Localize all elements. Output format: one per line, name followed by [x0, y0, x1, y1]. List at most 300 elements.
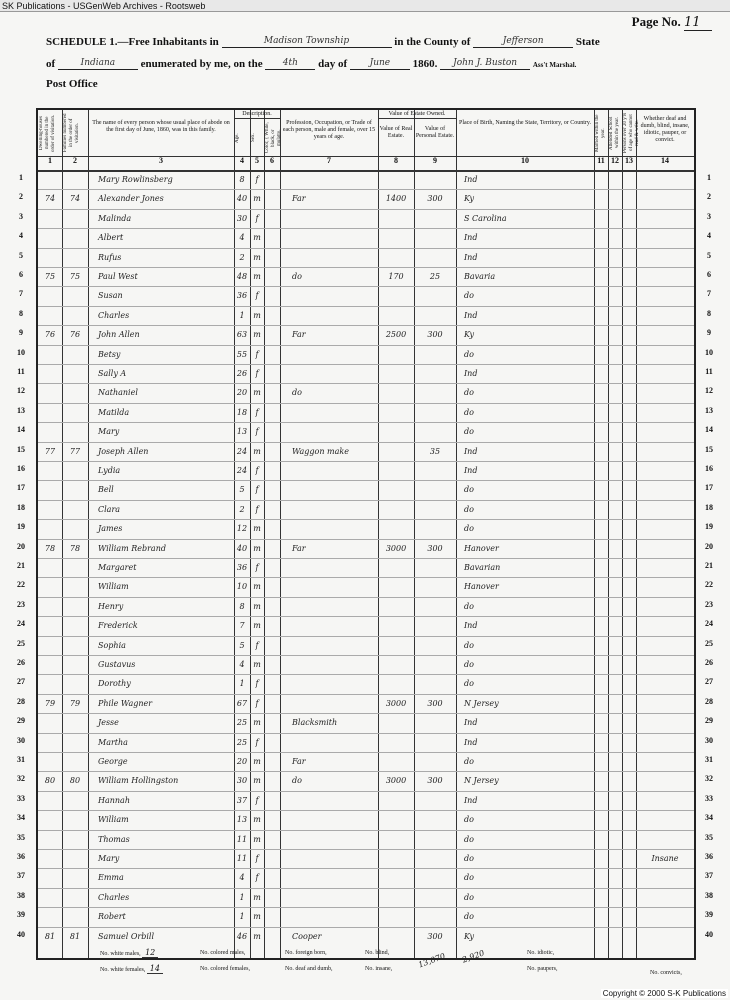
- person-age: 67: [236, 698, 248, 708]
- person-age: 4: [239, 873, 245, 883]
- white-males-count: 12: [142, 948, 158, 958]
- line-number-left: 15: [17, 444, 25, 454]
- line-number-right: 6: [707, 270, 711, 279]
- row-divider: [38, 830, 694, 831]
- birthplace: Ind: [464, 252, 478, 262]
- column-number: 7: [327, 156, 331, 165]
- line-number-left: 25: [17, 638, 25, 648]
- schedule-line-1: SCHEDULE 1.—Free Inhabitants in Madison Township in the County of Jefferson State: [46, 36, 600, 48]
- line-number-left: 39: [17, 910, 25, 920]
- line-number-right: 26: [705, 658, 713, 667]
- person-age: 55: [236, 349, 248, 359]
- column-number: 8: [394, 156, 398, 165]
- row-divider: [38, 267, 694, 268]
- column-number: 10: [521, 156, 529, 165]
- line-number-right: 12: [705, 386, 713, 396]
- person-occupation: do: [292, 272, 302, 281]
- header-birthplace: Place of Birth, Naming the State, Territory, or Country.: [459, 120, 591, 126]
- footer-colored-males: No. colored males,: [200, 950, 246, 956]
- row-divider: [38, 597, 694, 598]
- person-name: Paul West: [98, 272, 138, 281]
- person-age: 13: [236, 427, 248, 437]
- real-estate-value: 3000: [385, 698, 407, 708]
- line-number-left: 1: [19, 173, 23, 182]
- header-sex: Sex.: [251, 133, 256, 143]
- person-sex: f: [255, 737, 259, 747]
- header-married: Married within the year.: [595, 114, 606, 152]
- footer-convicts: No. convicts,: [650, 970, 682, 976]
- line-number-left: 10: [17, 347, 25, 357]
- personal-estate-value: 300: [427, 931, 443, 941]
- line-number-right: 23: [705, 599, 713, 609]
- person-age: 12: [236, 524, 248, 534]
- footer-insane: No. insane,: [365, 966, 393, 972]
- person-sex: m: [253, 330, 261, 340]
- page-number: 11: [684, 15, 712, 31]
- person-age: 11: [236, 854, 248, 863]
- dwelling-number: 77: [44, 446, 56, 456]
- person-sex: m: [253, 310, 261, 320]
- row-divider: [38, 461, 694, 462]
- person-sex: m: [253, 776, 261, 786]
- row-divider: [38, 248, 694, 249]
- line-number-right: 11: [705, 367, 713, 376]
- person-sex: m: [253, 931, 261, 941]
- birthplace: N Jersey: [464, 698, 499, 708]
- column-divider: [594, 110, 595, 958]
- person-sex: f: [255, 349, 259, 359]
- row-divider: [38, 539, 694, 540]
- column-number: 14: [661, 156, 669, 165]
- birthplace: Ky: [464, 330, 474, 340]
- line-number-right: 17: [705, 483, 713, 493]
- line-number-right: 10: [705, 347, 713, 357]
- browser-title: SK Publications - USGenWeb Archives - Rootsweb: [2, 1, 206, 11]
- person-name: Henry: [98, 601, 124, 611]
- birthplace: Bavaria: [464, 272, 496, 281]
- person-age: 1: [239, 912, 245, 922]
- column-number: 13: [625, 156, 633, 165]
- person-name: William: [98, 815, 129, 825]
- row-divider: [38, 616, 694, 617]
- person-name: Jesse: [98, 718, 119, 728]
- column-divider: [608, 110, 609, 958]
- row-divider: [38, 713, 694, 714]
- person-occupation: Blacksmith: [292, 718, 338, 728]
- line-number-left: 20: [17, 541, 25, 551]
- birthplace: Ky: [464, 194, 474, 204]
- family-number: 81: [69, 931, 81, 941]
- person-sex: f: [255, 679, 259, 689]
- footer-foreign-born: No. foreign born,: [285, 950, 327, 956]
- person-sex: m: [253, 194, 261, 204]
- birthplace: do: [464, 854, 474, 863]
- dwelling-number: 79: [44, 698, 56, 708]
- footer-colored-females: No. colored females,: [200, 966, 250, 972]
- line-number-right: 30: [705, 735, 713, 745]
- line-number-left: 26: [17, 658, 25, 667]
- state-field: Indiana: [58, 58, 138, 70]
- personal-estate-total: 2,920: [460, 948, 486, 965]
- line-number-left: 21: [17, 561, 25, 570]
- line-number-right: 15: [705, 444, 713, 454]
- person-age: 25: [236, 737, 248, 747]
- person-occupation: do: [292, 776, 302, 786]
- person-sex: m: [253, 252, 261, 262]
- census-table: [36, 108, 696, 960]
- line-number-right: 21: [705, 561, 713, 570]
- row-divider: [38, 306, 694, 307]
- real-estate-value: 3000: [385, 776, 407, 786]
- person-sex: m: [253, 912, 261, 922]
- person-age: 2: [239, 504, 245, 514]
- person-age: 8: [239, 601, 245, 611]
- person-name: Charles: [98, 892, 130, 902]
- person-name: Sally A: [98, 369, 127, 378]
- line-number-right: 7: [707, 289, 711, 299]
- person-name: Emma: [98, 873, 124, 883]
- family-number: 74: [69, 194, 81, 204]
- birthplace: Ind: [464, 621, 478, 631]
- family-number: 79: [69, 698, 81, 708]
- footer-white-females: No. white females, 14: [100, 964, 163, 974]
- line-number-left: 14: [17, 425, 25, 435]
- person-sex: m: [253, 757, 261, 766]
- column-divider: [280, 110, 281, 958]
- person-name: Margaret: [98, 563, 137, 572]
- page-number-label: Page No. 11: [632, 14, 712, 31]
- line-number-right: 32: [705, 774, 713, 784]
- birthplace: Ind: [464, 233, 478, 243]
- person-age: 4: [239, 233, 245, 243]
- dwelling-number: 76: [44, 330, 56, 340]
- birthplace: Ind: [464, 795, 478, 805]
- row-divider: [38, 868, 694, 869]
- column-number: 9: [433, 156, 437, 165]
- birthplace: do: [464, 912, 474, 922]
- person-occupation: Waggon make: [292, 446, 349, 456]
- birthplace: do: [464, 873, 474, 883]
- person-occupation: Far: [292, 194, 306, 204]
- person-name: Thomas: [98, 834, 130, 844]
- line-number-right: 37: [705, 871, 713, 881]
- person-sex: m: [253, 446, 261, 456]
- row-divider: [38, 325, 694, 326]
- birthplace: do: [464, 601, 474, 611]
- person-occupation: Far: [292, 757, 306, 766]
- line-number-right: 22: [705, 580, 713, 590]
- person-name: William Hollingston: [98, 776, 179, 786]
- birthplace: do: [464, 504, 474, 514]
- person-occupation: do: [292, 388, 302, 398]
- census-page: [0, 12, 730, 1000]
- person-sex: f: [255, 873, 259, 883]
- header-age: Age.: [235, 133, 240, 143]
- person-sex: f: [255, 407, 259, 417]
- person-sex: m: [253, 660, 261, 669]
- line-number-right: 8: [707, 308, 711, 318]
- person-age: 36: [236, 563, 248, 572]
- line-number-right: 16: [705, 464, 713, 473]
- person-sex: f: [255, 291, 259, 301]
- line-number-left: 29: [17, 716, 25, 726]
- person-sex: m: [253, 524, 261, 534]
- person-age: 37: [236, 795, 248, 805]
- footer-white-males: No. white males, 12: [100, 948, 158, 958]
- person-sex: m: [253, 815, 261, 825]
- row-divider: [38, 888, 694, 889]
- birthplace: Ind: [464, 737, 478, 747]
- birthplace: Hanover: [464, 582, 499, 592]
- line-number-right: 20: [705, 541, 713, 551]
- row-divider: [38, 791, 694, 792]
- footer-blind: No. blind,: [365, 950, 390, 956]
- person-age: 10: [236, 582, 248, 592]
- line-number-left: 23: [17, 599, 25, 609]
- person-occupation: Far: [292, 543, 306, 553]
- person-age: 63: [236, 330, 248, 340]
- person-name: Charles: [98, 310, 130, 320]
- person-name: Betsy: [98, 349, 121, 359]
- real-estate-total: 13,070: [417, 951, 447, 970]
- person-name: Sophia: [98, 640, 126, 650]
- column-divider: [636, 110, 637, 958]
- header-description: Description.: [242, 111, 272, 117]
- row-divider: [38, 286, 694, 287]
- column-divider: [622, 110, 623, 958]
- person-name: Joseph Allen: [98, 446, 149, 456]
- line-number-left: 11: [17, 367, 25, 376]
- line-number-right: 14: [705, 425, 713, 435]
- line-number-left: 27: [17, 677, 25, 687]
- person-name: Dorothy: [98, 679, 131, 689]
- person-sex: f: [255, 563, 259, 572]
- row-divider: [38, 364, 694, 365]
- person-name: Mary Rowlinsberg: [98, 175, 173, 184]
- line-number-right: 38: [705, 890, 713, 900]
- person-name: Robert: [98, 912, 126, 922]
- line-number-left: 17: [17, 483, 25, 493]
- person-sex: f: [255, 427, 259, 437]
- line-number-left: 13: [17, 405, 25, 415]
- family-number: 78: [69, 543, 81, 553]
- birthplace: S Carolina: [464, 213, 507, 223]
- birthplace: Ind: [464, 466, 478, 475]
- birthplace: do: [464, 407, 474, 417]
- person-sex: m: [253, 388, 261, 398]
- person-name: Clara: [98, 504, 121, 514]
- line-number-right: 19: [705, 522, 713, 532]
- header-name: The name of every person whose usual place of abode on the first day of June, 1860, was in this family.: [92, 120, 230, 133]
- county-field: Jefferson: [473, 36, 573, 48]
- header-color: Color, { White, black, or mulatto.: [265, 122, 282, 154]
- person-sex: m: [253, 621, 261, 631]
- header-family: Families numbered in the order of visitation.: [63, 113, 80, 153]
- row-divider: [38, 694, 694, 695]
- real-estate-value: 2500: [385, 330, 407, 340]
- real-estate-value: 3000: [385, 543, 407, 553]
- row-divider: [38, 403, 694, 404]
- line-number-right: 4: [707, 231, 711, 241]
- line-number-left: 34: [17, 813, 25, 823]
- person-age: 36: [236, 291, 248, 301]
- header-divider: [38, 170, 694, 172]
- dwelling-number: 75: [44, 272, 56, 281]
- column-number: 6: [270, 156, 274, 165]
- birthplace: do: [464, 291, 474, 301]
- family-number: 76: [69, 330, 81, 340]
- person-age: 48: [236, 272, 248, 281]
- schedule-line-2: of Indiana enumerated by me, on the 4th day of June 1860. John J. Buston Ass't Marshal.: [46, 58, 577, 70]
- person-name: Gustavus: [98, 660, 136, 669]
- line-number-left: 36: [17, 852, 25, 861]
- row-divider: [38, 345, 694, 346]
- row-divider: [38, 636, 694, 637]
- line-number-left: 28: [17, 696, 25, 706]
- row-divider: [38, 752, 694, 753]
- person-name: Phile Wagner: [98, 698, 153, 708]
- person-sex: f: [255, 640, 259, 650]
- person-sex: f: [255, 504, 259, 514]
- header-real-estate: Value of Real Estate.: [379, 126, 413, 139]
- description-group-line: [234, 118, 280, 119]
- person-name: George: [98, 757, 128, 766]
- header-school: Attended School within the year.: [609, 116, 620, 150]
- line-number-right: 1: [707, 173, 711, 182]
- personal-estate-value: 300: [427, 194, 443, 204]
- birthplace: do: [464, 524, 474, 534]
- birthplace: do: [464, 815, 474, 825]
- line-number-right: 2: [707, 192, 711, 202]
- line-number-left: 18: [17, 502, 25, 512]
- line-number-left: 2: [19, 192, 23, 202]
- birthplace: Ky: [464, 931, 474, 941]
- line-number-left: 9: [19, 328, 23, 338]
- line-number-left: 30: [17, 735, 25, 745]
- person-sex: f: [255, 369, 259, 378]
- dwelling-number: 81: [44, 931, 56, 941]
- line-number-right: 24: [705, 619, 713, 629]
- personal-estate-value: 300: [427, 776, 443, 786]
- line-number-right: 25: [705, 638, 713, 648]
- footer-deaf-dumb: No. deaf and dumb,: [285, 966, 333, 972]
- birthplace: Ind: [464, 369, 478, 378]
- line-number-left: 4: [19, 231, 23, 241]
- person-occupation: Far: [292, 330, 306, 340]
- person-age: 7: [239, 621, 245, 631]
- township-field: Madison Township: [222, 36, 392, 48]
- column-divider: [414, 110, 415, 958]
- row-divider: [38, 480, 694, 481]
- birthplace: do: [464, 427, 474, 437]
- row-divider: [38, 907, 694, 908]
- person-sex: m: [253, 543, 261, 553]
- person-name: Susan: [98, 291, 123, 301]
- person-name: Malinda: [98, 213, 132, 223]
- column-number: 4: [240, 156, 244, 165]
- person-sex: m: [253, 272, 261, 281]
- month-field: June: [350, 58, 410, 70]
- row-divider: [38, 422, 694, 423]
- line-number-right: 31: [705, 755, 713, 764]
- line-number-right: 5: [707, 250, 711, 260]
- person-age: 1: [239, 310, 245, 320]
- line-number-right: 39: [705, 910, 713, 920]
- dwelling-number: 80: [44, 776, 56, 786]
- column-divider: [250, 110, 251, 958]
- header-value: Value of Estate Owned.: [388, 111, 446, 117]
- person-name: Mary: [98, 427, 120, 437]
- family-number: 75: [69, 272, 81, 281]
- copyright-notice: Copyright © 2000 S-K Publications: [602, 989, 726, 998]
- person-age: 1: [239, 892, 245, 902]
- person-age: 18: [236, 407, 248, 417]
- person-sex: f: [255, 466, 259, 475]
- person-age: 46: [236, 931, 248, 941]
- day-field: 4th: [265, 58, 315, 70]
- dwelling-number: 74: [44, 194, 56, 204]
- line-number-right: 29: [705, 716, 713, 726]
- line-number-right: 34: [705, 813, 713, 823]
- person-sex: f: [255, 213, 259, 223]
- person-age: 40: [236, 543, 248, 553]
- row-divider: [38, 849, 694, 850]
- real-estate-value: 1400: [385, 194, 407, 204]
- person-name: Matilda: [98, 407, 130, 417]
- person-sex: f: [255, 485, 259, 495]
- column-divider: [88, 110, 89, 958]
- dwelling-number: 78: [44, 543, 56, 553]
- line-number-right: 3: [707, 211, 711, 221]
- birthplace: N Jersey: [464, 776, 499, 786]
- line-number-right: 33: [705, 793, 713, 803]
- person-name: Bell: [98, 485, 114, 495]
- line-number-left: 24: [17, 619, 25, 629]
- line-number-left: 32: [17, 774, 25, 784]
- birthplace: do: [464, 388, 474, 398]
- row-divider: [38, 558, 694, 559]
- row-divider: [38, 442, 694, 443]
- header-occupation: Profession, Occupation, or Trade of each person, male and female, over 15 years of age.: [282, 120, 376, 140]
- marshal-field: John J. Buston: [440, 58, 530, 70]
- person-age: 24: [236, 466, 248, 475]
- person-name: Rufus: [98, 252, 122, 262]
- person-name: James: [98, 524, 123, 534]
- person-sex: m: [253, 582, 261, 592]
- row-divider: [38, 209, 694, 210]
- line-number-left: 19: [17, 522, 25, 532]
- person-name: Albert: [98, 233, 124, 243]
- personal-estate-value: 35: [429, 446, 441, 456]
- line-number-right: 36: [705, 852, 713, 861]
- row-divider: [38, 655, 694, 656]
- column-number: 3: [159, 156, 163, 165]
- person-age: 20: [236, 757, 248, 766]
- person-sex: m: [253, 233, 261, 243]
- person-name: William: [98, 582, 129, 592]
- line-number-left: 3: [19, 211, 23, 221]
- birthplace: Hanover: [464, 543, 499, 553]
- line-number-left: 38: [17, 890, 25, 900]
- real-estate-value: 170: [388, 272, 404, 281]
- person-age: 13: [236, 815, 248, 825]
- person-age: 25: [236, 718, 248, 728]
- person-sex: m: [253, 718, 261, 728]
- family-number: 77: [69, 446, 81, 456]
- line-number-left: 12: [17, 386, 25, 396]
- line-number-left: 37: [17, 871, 25, 881]
- column-number: 2: [73, 156, 77, 165]
